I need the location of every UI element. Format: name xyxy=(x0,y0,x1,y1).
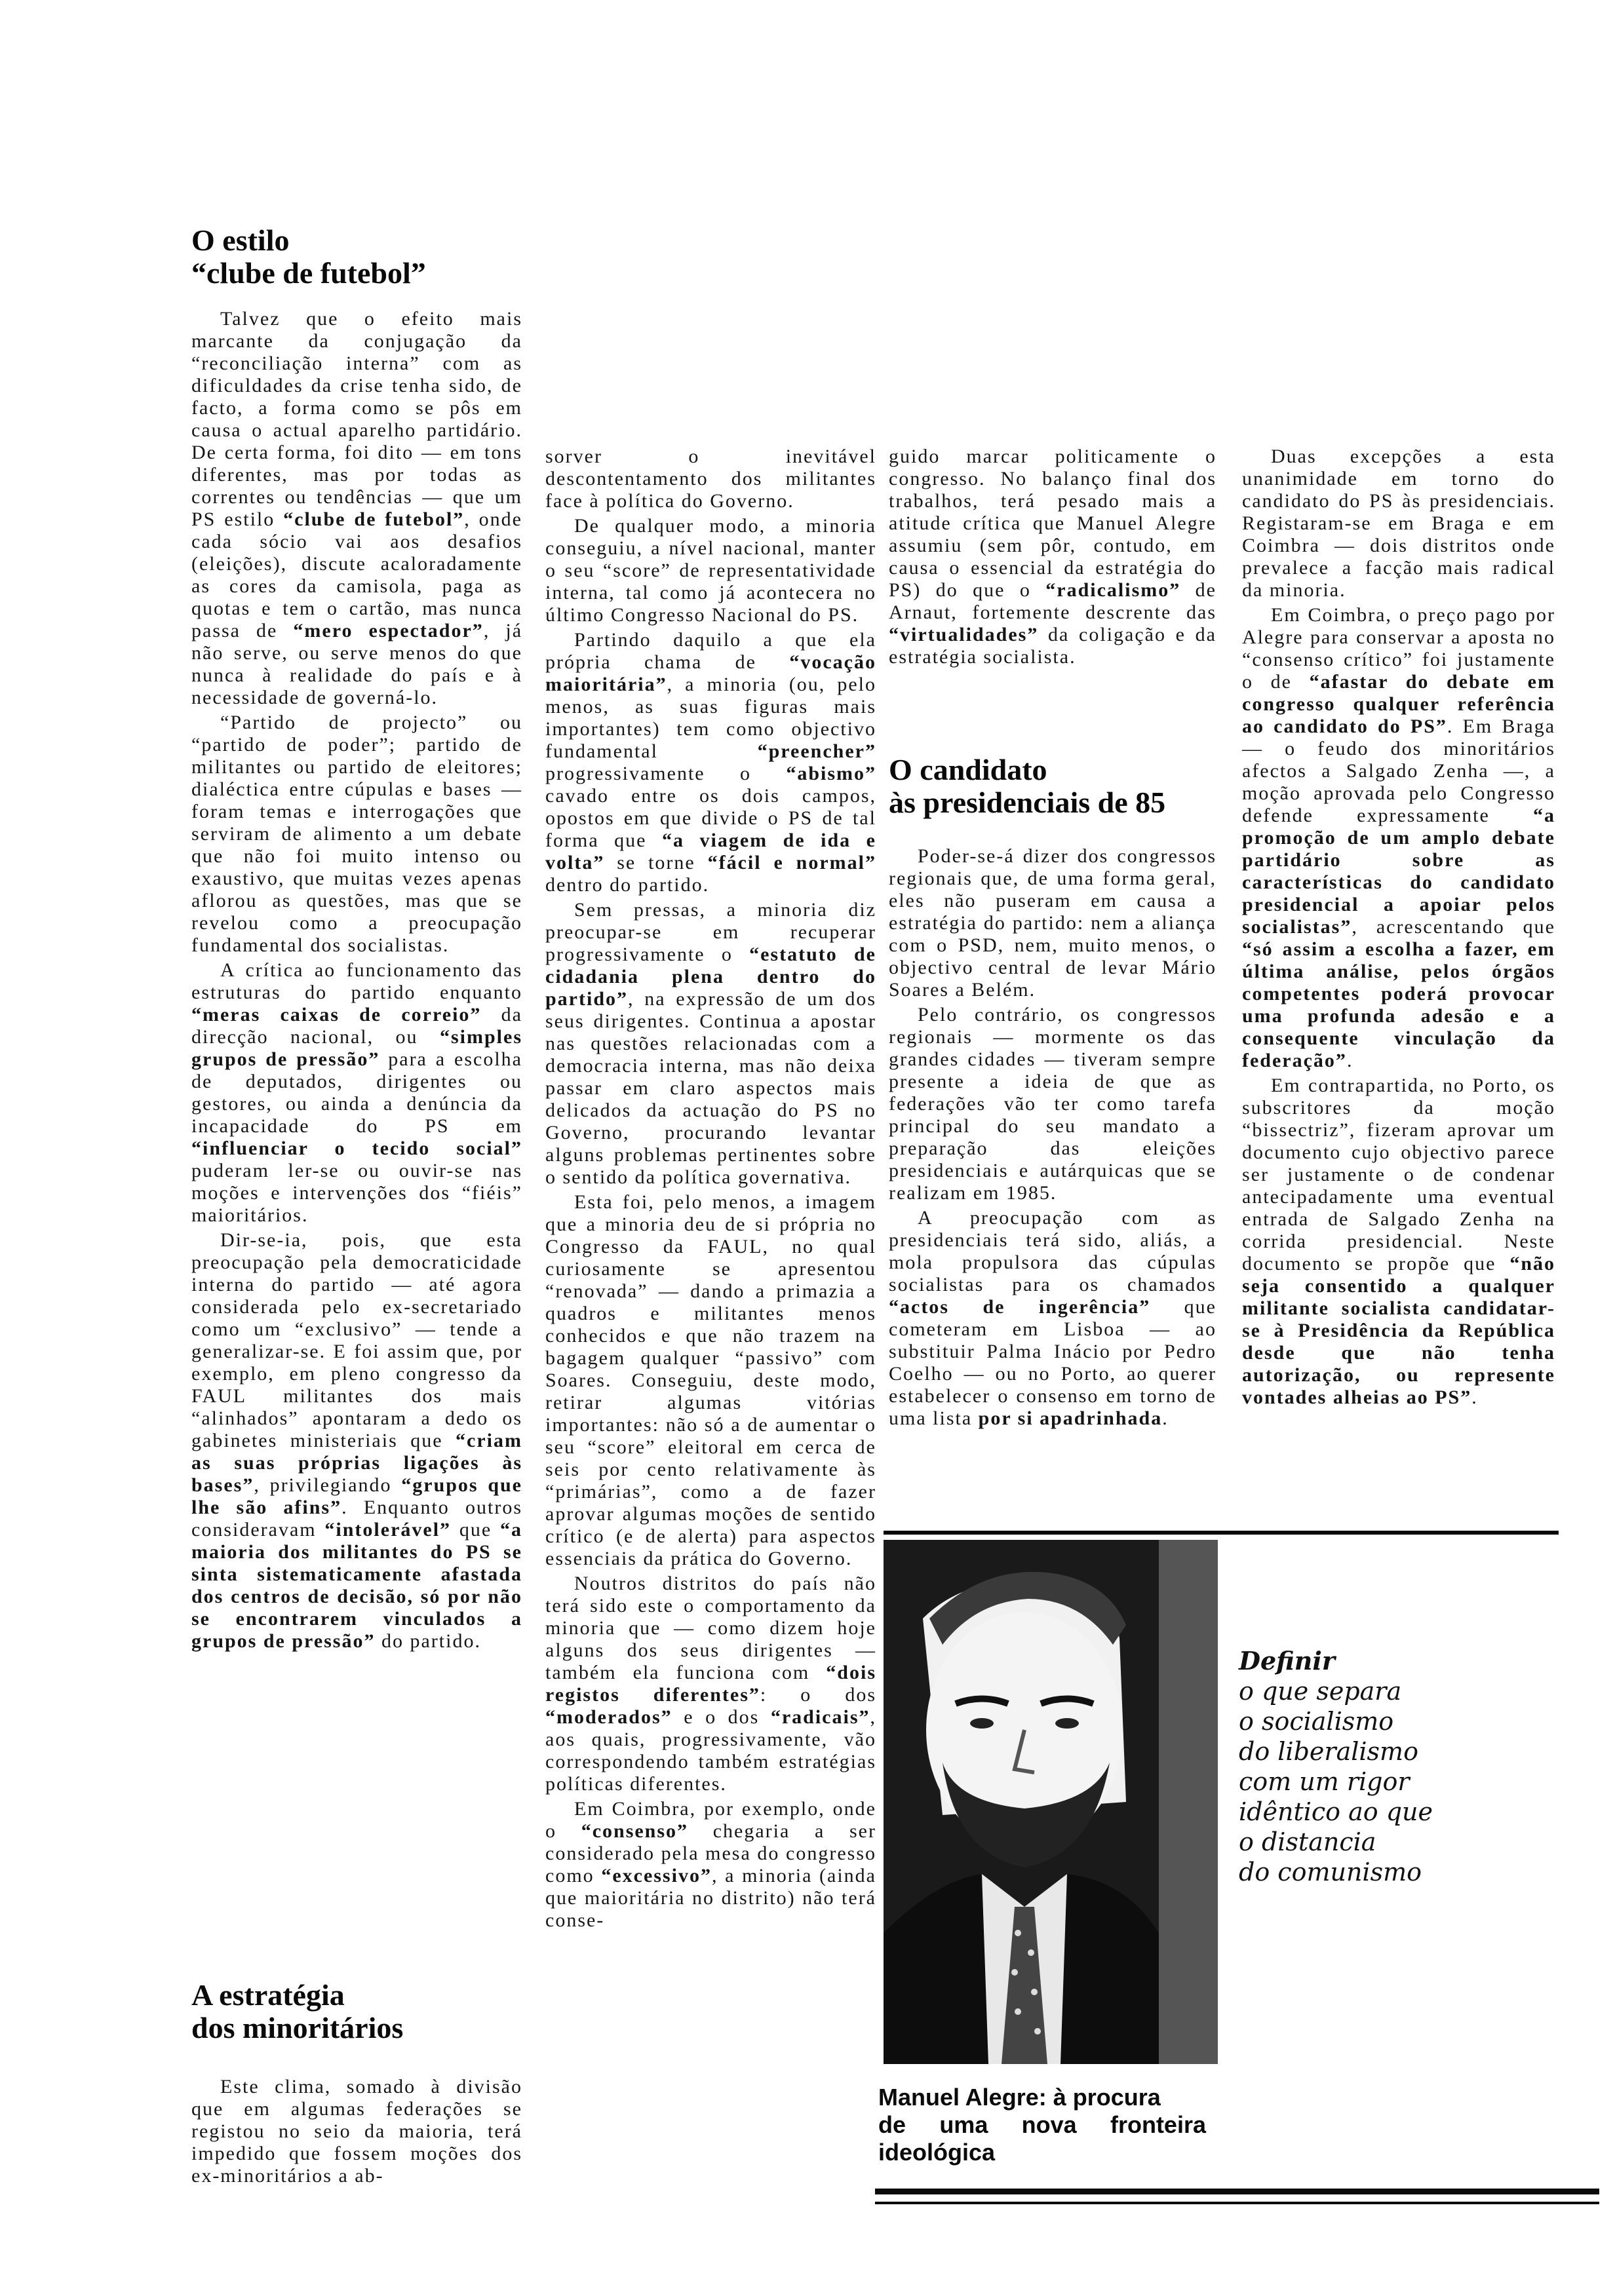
text-run: Partindo daquilo a que ela própria chama de xyxy=(545,629,876,673)
paragraph xyxy=(1242,1075,1555,1409)
paragraph xyxy=(545,1798,876,1932)
section-heading-estilo xyxy=(191,224,426,290)
pull-quote-line: idêntico ao que xyxy=(1239,1797,1433,1826)
text-run: . xyxy=(1346,1050,1353,1071)
paragraph xyxy=(191,1229,522,1653)
text-run: A preocupação com as presidenciais terá sido, aliás, a mola propulsora das cúpulas socialistas para os chamados xyxy=(889,1207,1216,1295)
text-run: Poder-se-á dizer dos congressos regionais que, de uma forma geral, eles não puseram em causa a estratégia do partido: nem a aliança com o PSD, nem, muito menos, o objectivo central de levar Mário Soares a Belém. xyxy=(889,845,1216,1001)
text-run: Em contrapartida, no Porto, os subscritores da moção “bissectriz”, fizeram aprovar um documento cujo objectivo parece ser justamente o de condenar antecipadamente uma eventual entrada de Salgado Zenha na corrida presidencial. Neste documento se propõe que xyxy=(1242,1075,1555,1274)
pull-quote-line: com um rigor xyxy=(1239,1767,1410,1796)
text-run: Talvez que o efeito mais marcante da conjugação da “reconciliação interna” com as dificuldades da crise tenha sido, de facto, a forma como se pôs em causa o actual aparelho partidário. De certa forma, foi dito — em tons diferentes, mas por todas as correntes ou tendências — que um PS estilo xyxy=(191,308,522,530)
bold-quote: “não seja consentido a qualquer militante socialista candidatar-se à Presidência da República desde que não tenha autorização, ou represente vontades alheias ao PS” xyxy=(1242,1253,1555,1408)
text-run: Em Coimbra, o preço pago por Alegre para conservar a aposta no “consenso crítico” foi justamente o de xyxy=(1242,604,1555,693)
text-run: Dir-se-ia, pois, que esta preocupação pela democraticidade interna do partido — até agora considerada pelo ex-secretariado como um “exclusivo” — tende a generalizar-se. E foi assim que, por exemplo, em pleno congresso da FAUL militantes dos mais “alinhados” apontaram a dedo os gabinetes ministeriais que xyxy=(191,1229,522,1451)
bold-quote: “virtualidades” xyxy=(889,624,1039,645)
text-run: , aos quais, progressivamente, vão correspondendo também estratégias políticas diferentes. xyxy=(545,1706,876,1795)
column-1-body xyxy=(191,308,522,1655)
text-run: “Partido de projecto” ou “partido de poder”; partido de militantes ou partido de eleitores; dialéctica entre cúpulas e bases — foram temas e interrogações que serviram de alimento a um debate que não foi muito intenso ou exaustivo, que muitas vezes apenas aflorou as questões, mas que se revelou como a preocupação fundamental dos socialistas. xyxy=(191,712,522,956)
text-run: , privilegiando xyxy=(254,1474,402,1496)
text-run: da direcção nacional, ou xyxy=(191,1004,522,1048)
portrait-photo xyxy=(884,1540,1218,2064)
text-run: que xyxy=(451,1519,500,1540)
paragraph xyxy=(889,446,1216,668)
pull-quote-line: do comunismo xyxy=(1239,1858,1422,1886)
bold-quote: “preencher” xyxy=(757,740,876,762)
text-run: , onde cada sócio vai aos desafios (eleições), discute acaloradamente as cores da camisola, paga as quotas e tem o cartão, mas nunca passa de xyxy=(191,508,522,641)
bold-quote: “influenciar o tecido social” xyxy=(191,1138,522,1159)
paragraph xyxy=(191,712,522,957)
text-run: De qualquer modo, a minoria conseguiu, a nível nacional, manter o seu “score” de representatividade interna, tal como já acontecera no último Congresso Nacional do PS. xyxy=(545,515,876,626)
bold-quote: “consenso” xyxy=(581,1820,689,1842)
text-run: : o dos xyxy=(760,1684,876,1706)
caption-line: ideológica xyxy=(878,2139,996,2166)
text-run: que cometeram em Lisboa — ao substituir Palma Inácio por Pedro Coelho — ou no Porto, ao querer estabelecer o consenso em torno de uma lista xyxy=(889,1296,1216,1429)
bold-quote: “grupos que lhe são afins” xyxy=(191,1474,523,1518)
heading-line: A estratégia xyxy=(191,1978,345,2012)
text-run: puderam ler-se ou ouvir-se nas moções e intervenções dos “fiéis” maioritários. xyxy=(191,1160,522,1226)
text-run: Sem pressas, a minoria diz preocupar-se em recuperar progressivamente o xyxy=(545,899,876,965)
text-run: da coligação e da estratégia socialista. xyxy=(889,624,1216,668)
paragraph xyxy=(545,1573,876,1795)
bold-quote: “moderados” xyxy=(545,1706,672,1728)
paragraph xyxy=(1242,446,1555,602)
bold-quote: “simples grupos de pressão” xyxy=(191,1026,522,1070)
bold-quote: “excessivo” xyxy=(601,1865,712,1886)
bottom-rule-thin xyxy=(875,2202,1599,2204)
bold-quote: “dois registos diferentes” xyxy=(545,1662,876,1706)
paragraph xyxy=(545,899,876,1189)
text-run: Este clima, somado à divisão que em algumas federações se registou no seio da maioria, terá impedido que fossem moções dos ex-minoritários a ab- xyxy=(191,2076,522,2187)
text-run: de Arnaut, fortemente descrente das xyxy=(889,579,1216,623)
paragraph xyxy=(889,845,1216,1001)
bold-quote: “afastar do debate em congresso qualquer referência ao candidato do PS” xyxy=(1242,671,1555,737)
bold-quote: “meras caixas de correio” xyxy=(191,1004,482,1025)
caption-line: de uma nova fronteira xyxy=(878,2111,1206,2138)
bold-quote: “criam as suas próprias ligações às bases” xyxy=(191,1430,522,1496)
text-run: para a escolha de deputados, dirigentes ou gestores, ou ainda a denúncia da incapacidade do PS em xyxy=(191,1048,522,1137)
section-heading-candidato xyxy=(889,754,1165,819)
heading-line: O estilo xyxy=(191,223,290,257)
pull-quote-line: do liberalismo xyxy=(1239,1737,1418,1766)
paragraph xyxy=(545,446,876,512)
column-2-body xyxy=(545,446,876,1934)
bold-quote: “a maioria dos militantes do PS se sinta sistematicamente afastada dos centros de decisão, só por não se encontrarem vinculados a grupos de pressão” xyxy=(191,1519,522,1652)
pull-quote xyxy=(1239,1646,1553,1887)
paragraph xyxy=(191,2076,522,2187)
bold-quote: por si apadrinhada xyxy=(978,1407,1163,1429)
section-heading-estrategia xyxy=(191,1979,403,2044)
text-run: cavado entre os dois campos, opostos em que divide o PS de tal forma que xyxy=(545,785,876,851)
bold-quote: “a viagem de ida e volta” xyxy=(545,830,876,873)
bold-quote: “a promoção de um amplo debate partidário sobre as características do candidato presidencial a apoiar pelos socialistas” xyxy=(1242,805,1555,938)
text-run: Noutros distritos do país não terá sido este o comportamento da minoria que — como dizem hoje alguns dos seus dirigentes — também ela funciona com xyxy=(545,1573,876,1683)
bold-quote: “radicalismo” xyxy=(1045,579,1181,601)
heading-line: dos minoritários xyxy=(191,2011,404,2044)
paragraph xyxy=(191,959,522,1227)
text-run: Em Coimbra, por exemplo, onde o xyxy=(545,1798,876,1842)
paragraph xyxy=(889,1004,1216,1204)
bold-quote: “só assim a escolha a fazer, em última análise, pelos órgãos competentes poderá provocar uma profunda adesão e a consequente vinculação da federação” xyxy=(1242,938,1555,1071)
text-run: , na expressão de um dos seus dirigentes. Continua a apostar nas questões relacionadas com a democracia interna, mas não deixa passar em claro aspectos mais delicados da actuação do PS no Governo, procurando levantar alguns problemas pertinentes sobre o sentido da política governativa. xyxy=(545,988,876,1188)
photo-caption xyxy=(878,2084,1206,2166)
text-run: se torne xyxy=(604,852,708,873)
bold-quote: “radicais” xyxy=(770,1706,870,1728)
text-run: . xyxy=(1162,1407,1169,1429)
bottom-rule-thick xyxy=(875,2189,1599,2194)
text-run: , acrescentando que xyxy=(1352,916,1555,938)
column-3-body-top xyxy=(889,446,1216,671)
text-run: . xyxy=(1471,1387,1478,1408)
heading-line: “clube de futebol” xyxy=(191,256,426,290)
text-run: A crítica ao funcionamento das estruturas do partido enquanto xyxy=(191,959,522,1003)
text-run: , já não serve, ou serve menos do que nunca à realidade do país e à necessidade de governá-lo. xyxy=(191,620,523,708)
bold-quote: “mero espectador” xyxy=(293,620,484,641)
text-run: , a minoria (ainda que maioritária no distrito) não terá conse- xyxy=(545,1865,876,1931)
heading-line: O candidato xyxy=(889,753,1047,786)
text-run: guido marcar politicamente o congresso. No balanço final dos trabalhos, terá pesado mais a atitude crítica que Manuel Alegre assumiu (sem pôr, contudo, em causa o essencial da estratégia do PS) do que o xyxy=(889,446,1216,601)
column-4-body xyxy=(1242,446,1555,1411)
text-run: . Enquanto outros consideravam xyxy=(191,1497,522,1540)
text-run: sorver o inevitável descontentamento dos militantes face à política do Governo. xyxy=(545,446,876,512)
text-run: e o dos xyxy=(672,1706,771,1728)
portrait-image xyxy=(884,1540,1218,2064)
pull-quote-line: o socialismo xyxy=(1239,1707,1394,1736)
text-run: Esta foi, pelo menos, a imagem que a minoria deu de si própria no Congresso da FAUL, no qual curiosamente se apresentou “renovada” — dando a primazia a quadros e militantes menos conhecidos e que não trazem na bagagem qualquer “passivo” com Soares. Conseguiu, deste modo, retirar algumas vitórias importantes: não só a de aumentar o seu “score” eleitoral em cerca de seis por cento relativamente às “primárias”, como a de fazer aprovar algumas moções de sentido crítico (e de alerta) para aspectos essenciais da prática do Governo. xyxy=(545,1191,876,1569)
text-run: do partido. xyxy=(375,1630,481,1652)
bold-quote: “estatuto de cidadania plena dentro do partido” xyxy=(545,944,876,1010)
bold-quote: “abismo” xyxy=(786,763,876,784)
bold-quote: “intolerável” xyxy=(324,1519,452,1540)
text-run: Pelo contrário, os congressos regionais — mormente os das grandes cidades — tiveram sempre presente a ideia de que as federações vão ter como tarefa principal do seu mandato a preparação das eleições presidenciais e autárquicas que se realizam em 1985. xyxy=(889,1004,1216,1204)
paragraph xyxy=(889,1207,1216,1430)
paragraph xyxy=(545,1191,876,1570)
pull-quote-line: Definir xyxy=(1239,1646,1335,1675)
paragraph xyxy=(545,629,876,896)
bold-quote: “clube de futebol” xyxy=(283,508,465,530)
divider-rule xyxy=(884,1531,1559,1535)
text-run: Duas excepções a esta unanimidade em torno do candidato do PS às presidenciais. Registaram-se em Braga e em Coimbra — dois distritos onde prevalece a facção mais radical da minoria. xyxy=(1242,446,1555,601)
pull-quote-line: o que separa xyxy=(1239,1677,1402,1706)
pull-quote-line: o distancia xyxy=(1239,1827,1376,1856)
paragraph xyxy=(1242,604,1555,1072)
caption-line: Manuel Alegre: à procura xyxy=(878,2084,1161,2111)
text-run: chegaria a ser considerado pela mesa do congresso como xyxy=(545,1820,876,1886)
text-run: progressivamente o xyxy=(545,763,787,784)
text-run: , a minoria (ou, pelo menos, as suas figuras mais importantes) tem como objectivo fundamental xyxy=(545,674,876,762)
bold-quote: “fácil e normal” xyxy=(707,852,876,873)
bold-quote: “actos de ingerência” xyxy=(889,1296,1151,1318)
heading-line: às presidenciais de 85 xyxy=(889,786,1166,819)
text-run: dentro do partido. xyxy=(545,874,710,896)
paragraph xyxy=(545,515,876,626)
column-3-body xyxy=(889,845,1216,1432)
column-1-body-bottom xyxy=(191,2076,522,2190)
text-run: . Em Braga — o feudo dos minoritários afectos a Salgado Zenha —, a moção aprovada pelo Congresso defende expressamente xyxy=(1242,716,1556,826)
paragraph xyxy=(191,308,522,709)
bold-quote: “vocação maioritária” xyxy=(545,651,876,695)
